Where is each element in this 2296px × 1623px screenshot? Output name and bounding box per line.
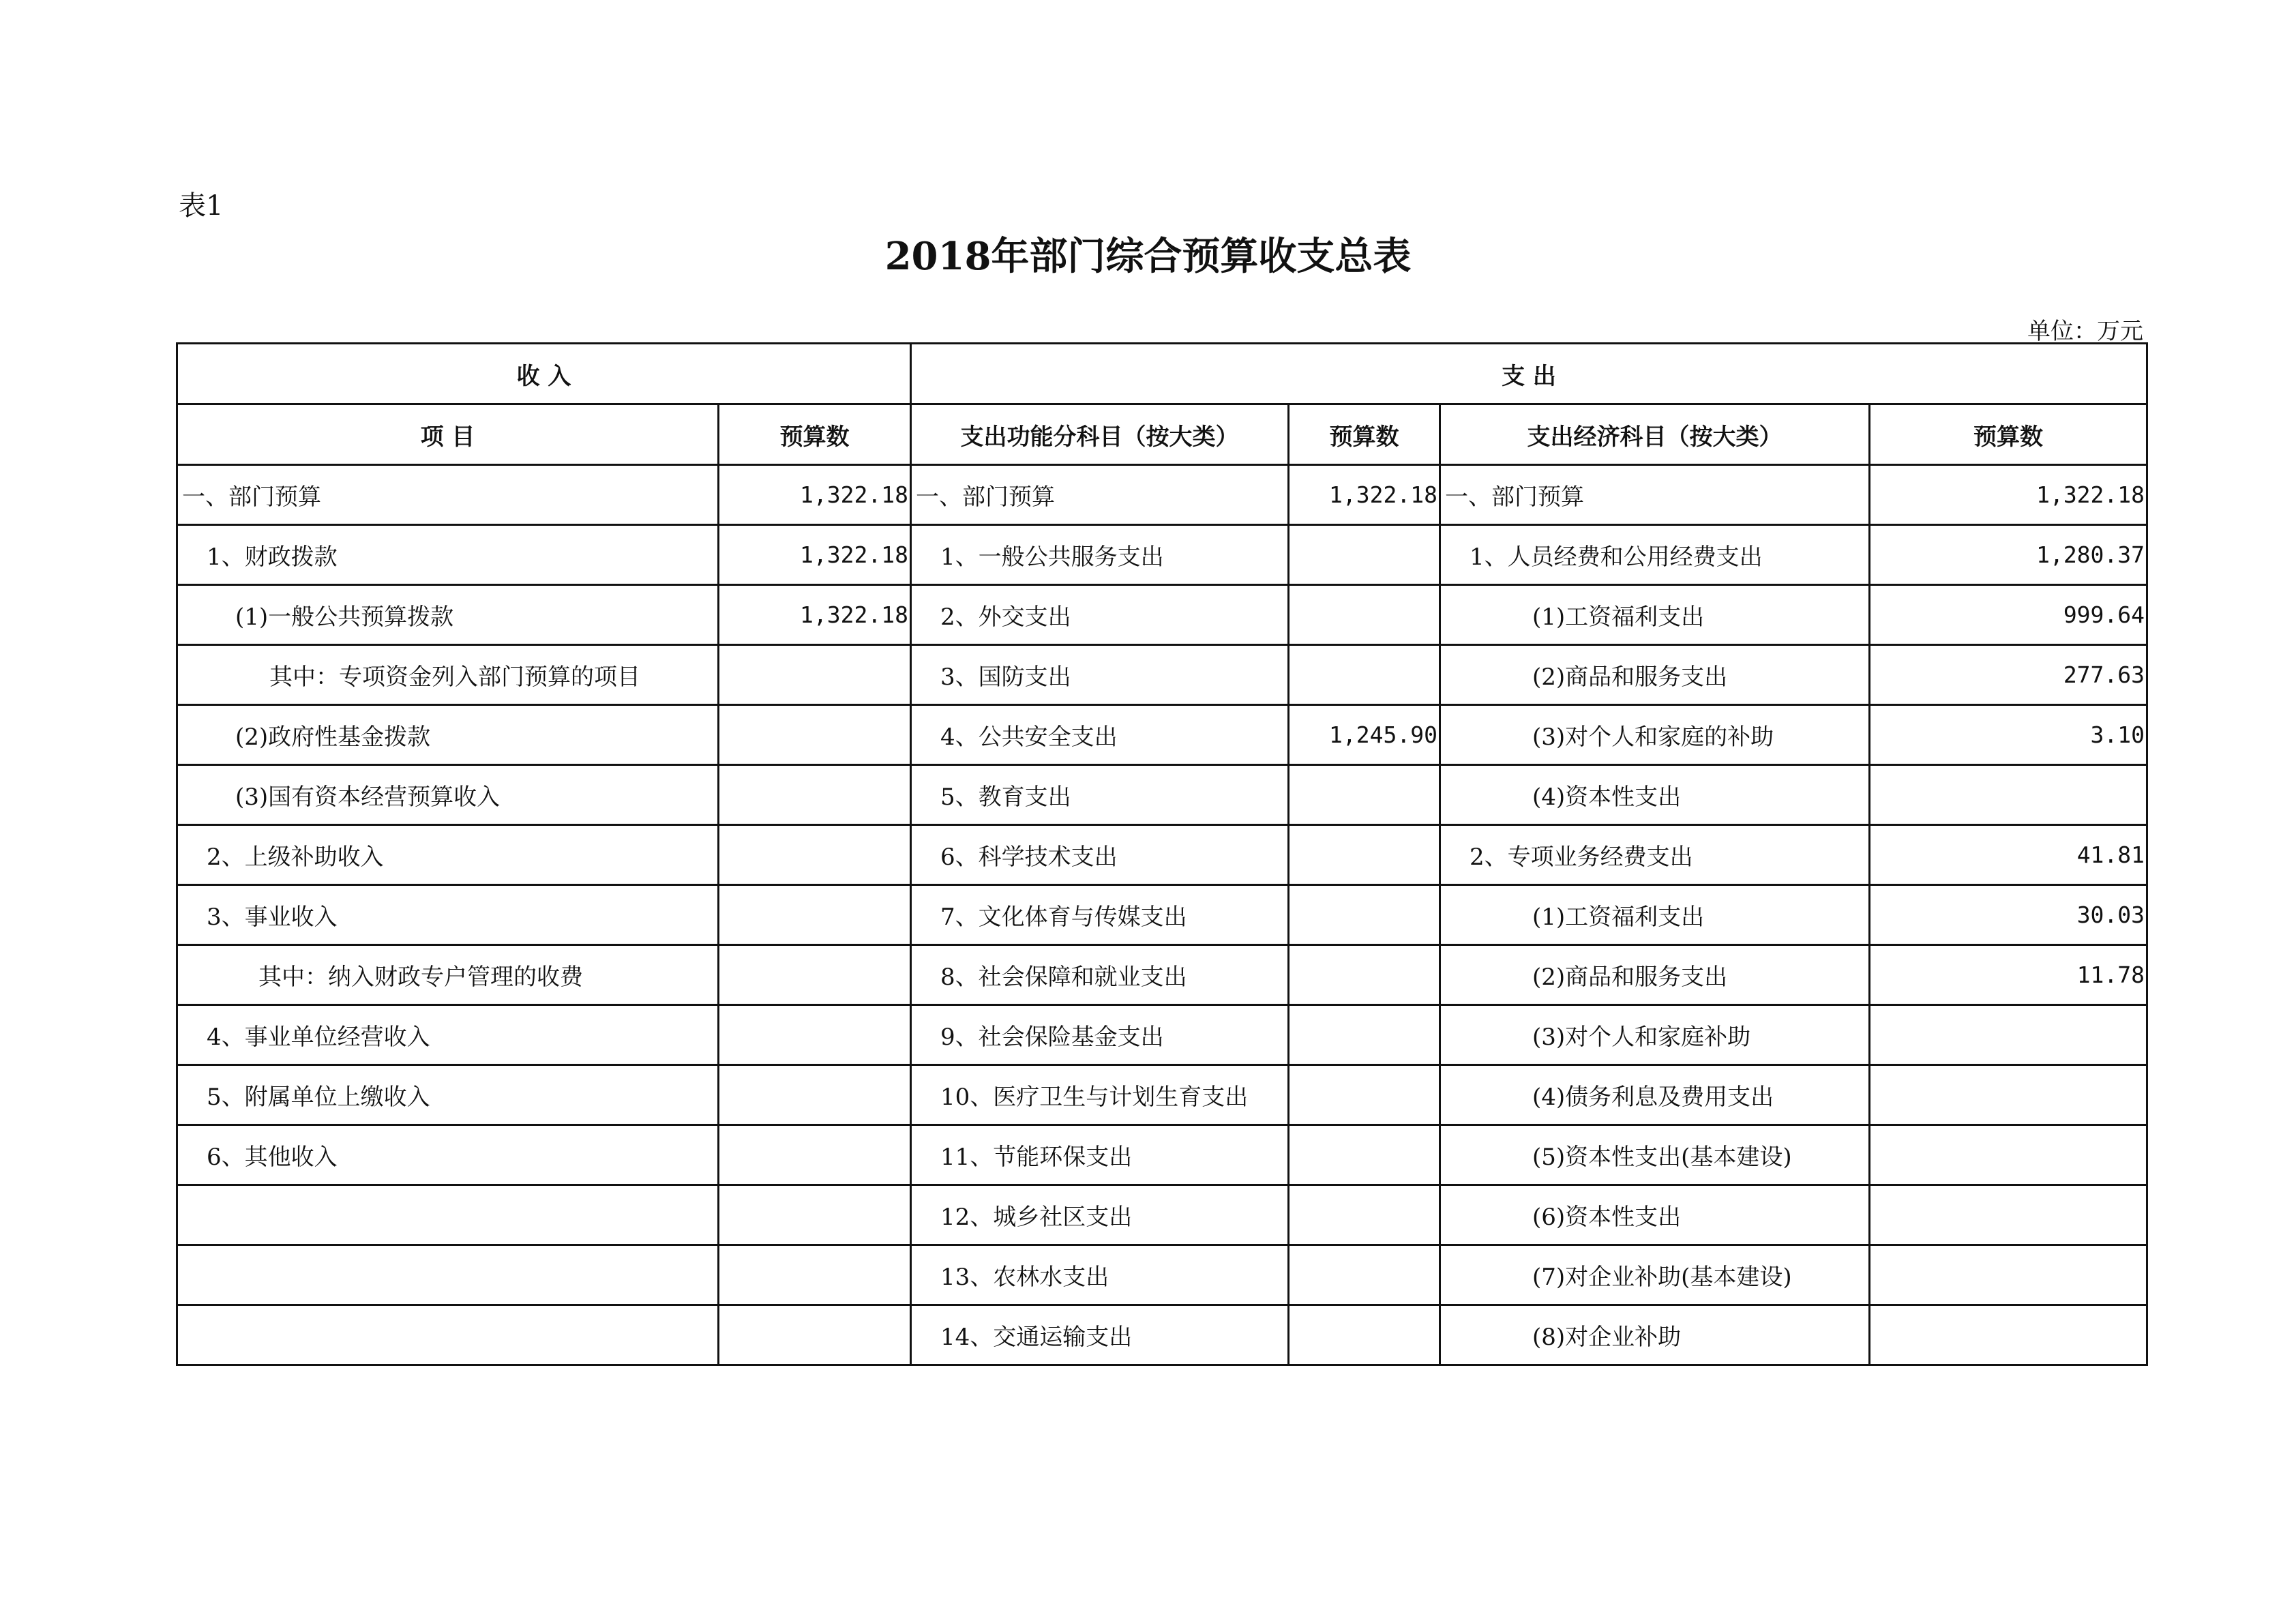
table-row [177,1305,2147,1365]
economic-budget-cell [1870,1305,2147,1365]
item-cell: 3、事业收入 [177,885,719,945]
functional-budget-cell [1289,1125,1440,1185]
economic-budget-cell: 11.78 [1870,945,2147,1005]
budget-table-body [177,344,2147,1365]
item-cell: 1、财政拨款 [177,525,719,585]
income-budget-cell [719,1245,911,1305]
table-row [177,1005,2147,1065]
table-row [177,885,2147,945]
economic-category-cell: (4)资本性支出 [1440,765,1870,825]
section-header-row [177,344,2147,404]
table-row [177,1185,2147,1245]
economic-budget-cell [1870,1245,2147,1305]
economic-category-cell: (8)对企业补助 [1440,1305,1870,1365]
item-cell: 其中：专项资金列入部门预算的项目 [177,645,719,705]
column-header-budget-income: 预算数 [719,404,911,465]
functional-budget-cell [1289,645,1440,705]
column-header-item: 项 目 [177,404,719,465]
income-budget-cell [719,1065,911,1125]
economic-budget-cell [1870,1125,2147,1185]
item-cell: (1)一般公共预算拨款 [177,585,719,645]
income-budget-cell [719,1185,911,1245]
income-budget-cell [719,645,911,705]
economic-category-cell: (2)商品和服务支出 [1440,945,1870,1005]
table-row [177,945,2147,1005]
item-cell: (3)国有资本经营预算收入 [177,765,719,825]
income-budget-cell [719,765,911,825]
unit-label: 单位：万元 [2027,318,2143,345]
economic-budget-cell: 999.64 [1870,585,2147,645]
table-row [177,765,2147,825]
functional-budget-cell [1289,1305,1440,1365]
functional-category-cell: 1、一般公共服务支出 [911,525,1289,585]
functional-category-cell: 9、社会保险基金支出 [911,1005,1289,1065]
income-budget-cell [719,825,911,885]
functional-category-cell: 14、交通运输支出 [911,1305,1289,1365]
functional-budget-cell [1289,585,1440,645]
income-budget-cell: 1,322.18 [719,465,911,525]
income-budget-cell [719,1125,911,1185]
table-row [177,1245,2147,1305]
table-row [177,825,2147,885]
economic-budget-cell: 3.10 [1870,705,2147,765]
functional-category-cell: 2、外交支出 [911,585,1289,645]
economic-category-cell: (7)对企业补助(基本建设) [1440,1245,1870,1305]
item-cell: 5、附属单位上缴收入 [177,1065,719,1125]
functional-budget-cell [1289,825,1440,885]
income-budget-cell [719,1305,911,1365]
item-cell [177,1305,719,1365]
economic-category-cell: (1)工资福利支出 [1440,885,1870,945]
functional-category-cell: 12、城乡社区支出 [911,1185,1289,1245]
table-row [177,525,2147,585]
economic-category-cell: (1)工资福利支出 [1440,585,1870,645]
economic-budget-cell: 30.03 [1870,885,2147,945]
income-budget-cell [719,945,911,1005]
income-section-header: 收 入 [177,344,911,404]
income-budget-cell: 1,322.18 [719,525,911,585]
item-cell: (2)政府性基金拨款 [177,705,719,765]
functional-category-cell: 10、医疗卫生与计划生育支出 [911,1065,1289,1125]
column-header-economic-category: 支出经济科目（按大类） [1440,404,1870,465]
income-budget-cell: 1,322.18 [719,585,911,645]
economic-category-cell: (3)对个人和家庭补助 [1440,1005,1870,1065]
functional-budget-cell [1289,1005,1440,1065]
functional-budget-cell [1289,1245,1440,1305]
item-cell: 一、部门预算 [177,465,719,525]
functional-budget-cell: 1,322.18 [1289,465,1440,525]
functional-category-cell: 3、国防支出 [911,645,1289,705]
economic-category-cell: (2)商品和服务支出 [1440,645,1870,705]
functional-budget-cell [1289,1185,1440,1245]
column-header-row [177,404,2147,465]
item-cell: 6、其他收入 [177,1125,719,1185]
income-budget-cell [719,705,911,765]
economic-budget-cell: 277.63 [1870,645,2147,705]
functional-category-cell: 6、科学技术支出 [911,825,1289,885]
economic-category-cell: 1、人员经费和公用经费支出 [1440,525,1870,585]
economic-budget-cell [1870,765,2147,825]
functional-budget-cell [1289,885,1440,945]
economic-category-cell: 一、部门预算 [1440,465,1870,525]
functional-category-cell: 13、农林水支出 [911,1245,1289,1305]
functional-budget-cell [1289,525,1440,585]
expense-section-header: 支 出 [911,344,2147,404]
economic-category-cell: (4)债务利息及费用支出 [1440,1065,1870,1125]
item-cell: 其中：纳入财政专户管理的收费 [177,945,719,1005]
functional-budget-cell [1289,1065,1440,1125]
functional-budget-cell [1289,945,1440,1005]
column-header-functional-category: 支出功能分科目（按大类） [911,404,1289,465]
functional-category-cell: 4、公共安全支出 [911,705,1289,765]
item-cell: 4、事业单位经营收入 [177,1005,719,1065]
page-title: 2018年部门综合预算收支总表 [884,234,1412,279]
table-row [177,645,2147,705]
item-cell [177,1185,719,1245]
functional-category-cell: 一、部门预算 [911,465,1289,525]
functional-category-cell: 11、节能环保支出 [911,1125,1289,1185]
table-row [177,1125,2147,1185]
economic-budget-cell: 1,280.37 [1870,525,2147,585]
table-row [177,705,2147,765]
economic-budget-cell [1870,1065,2147,1125]
income-budget-cell [719,1005,911,1065]
functional-budget-cell: 1,245.90 [1289,705,1440,765]
functional-category-cell: 5、教育支出 [911,765,1289,825]
functional-budget-cell [1289,765,1440,825]
table-row [177,585,2147,645]
table-row [177,465,2147,525]
item-cell [177,1245,719,1305]
table-number: 表1 [179,190,224,222]
economic-budget-cell [1870,1005,2147,1065]
item-cell: 2、上级补助收入 [177,825,719,885]
economic-category-cell: (6)资本性支出 [1440,1185,1870,1245]
column-header-budget-economic: 预算数 [1870,404,2147,465]
income-budget-cell [719,885,911,945]
economic-budget-cell [1870,1185,2147,1245]
functional-category-cell: 7、文化体育与传媒支出 [911,885,1289,945]
economic-category-cell: 2、专项业务经费支出 [1440,825,1870,885]
budget-table [176,342,2148,1366]
column-header-budget-functional: 预算数 [1289,404,1440,465]
economic-category-cell: (5)资本性支出(基本建设) [1440,1125,1870,1185]
economic-budget-cell: 41.81 [1870,825,2147,885]
functional-category-cell: 8、社会保障和就业支出 [911,945,1289,1005]
economic-budget-cell: 1,322.18 [1870,465,2147,525]
economic-category-cell: (3)对个人和家庭的补助 [1440,705,1870,765]
table-row [177,1065,2147,1125]
